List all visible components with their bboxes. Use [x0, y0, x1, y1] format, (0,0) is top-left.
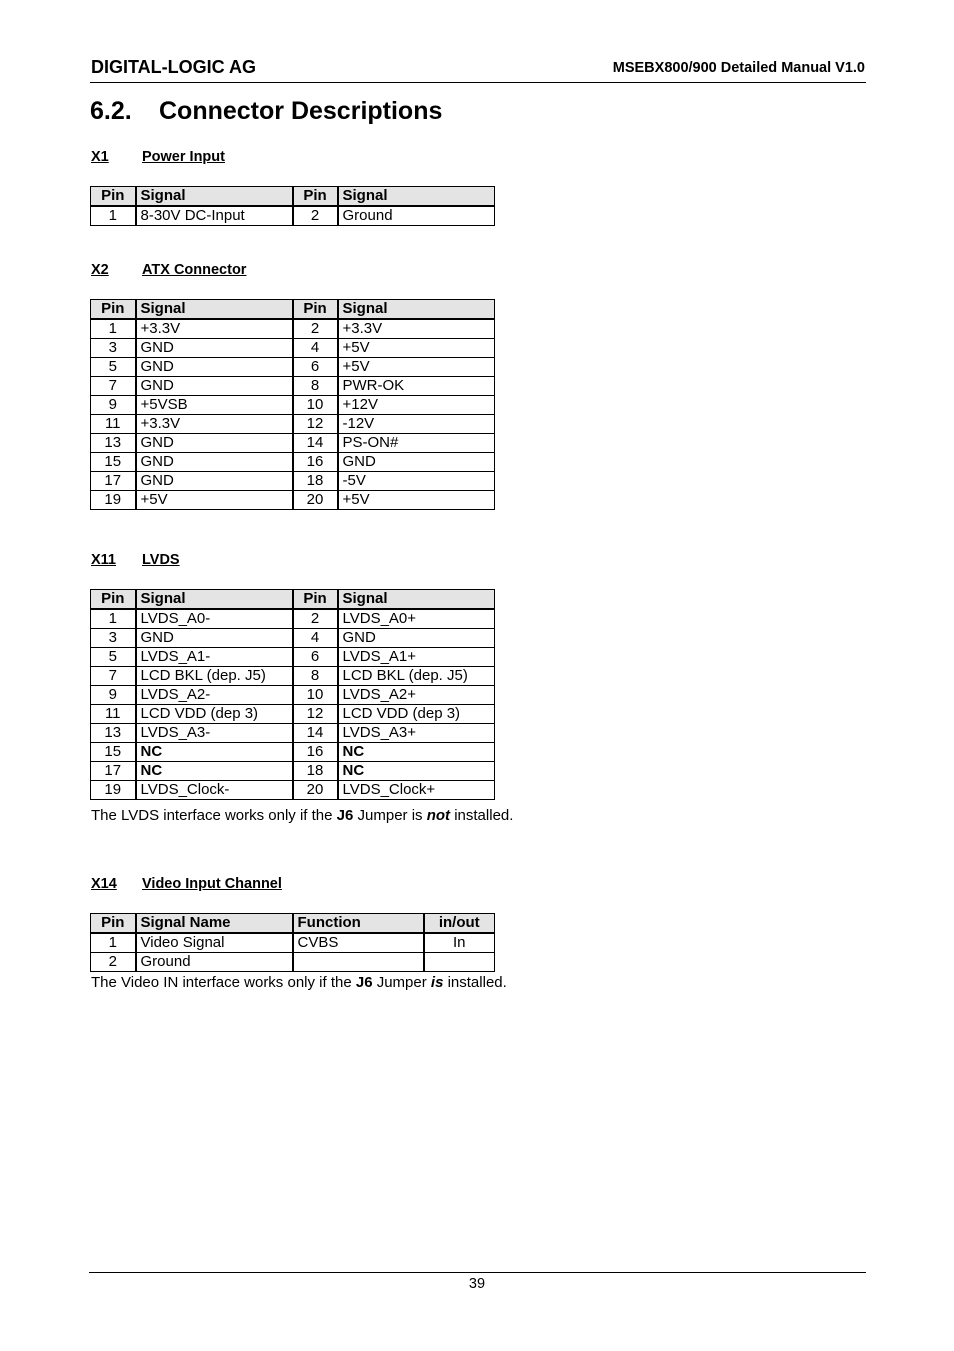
table-cell: LVDS_A2+ — [338, 686, 495, 705]
table-cell: GND — [136, 434, 293, 453]
table-cell: +5VSB — [136, 396, 293, 415]
column-header: Pin — [293, 300, 338, 320]
table-row — [91, 472, 495, 491]
connector-id: X2 — [91, 262, 109, 278]
table-row — [91, 319, 495, 339]
table-cell: LVDS_A1+ — [338, 648, 495, 667]
table-cell: 3 — [91, 339, 136, 358]
pin-table-x14 — [90, 913, 495, 972]
note-text: installed. — [450, 807, 514, 824]
pin-table-x2 — [90, 299, 495, 510]
connector-heading-x11 — [91, 552, 180, 568]
note-text: Jumper is — [353, 807, 427, 824]
table-cell — [293, 953, 424, 972]
column-header: Signal — [338, 187, 495, 207]
lvds-jumper-note — [91, 807, 513, 824]
note-text: The Video IN interface works only if the — [91, 974, 356, 991]
table-cell: GND — [136, 358, 293, 377]
note-emphasis: is — [430, 974, 444, 991]
table-cell: 15 — [91, 453, 136, 472]
table-cell: 2 — [293, 206, 338, 226]
table-cell: 2 — [293, 609, 338, 629]
column-header: Function — [293, 914, 424, 934]
table-row — [91, 648, 495, 667]
table-cell: 1 — [91, 206, 136, 226]
table-cell: 5 — [91, 358, 136, 377]
table-cell: 8 — [293, 667, 338, 686]
table-cell: NC — [338, 762, 495, 781]
table-header-row — [91, 914, 495, 934]
table-cell: 3 — [91, 629, 136, 648]
table-cell: 2 — [91, 953, 136, 972]
table-cell: LCD BKL (dep. J5) — [338, 667, 495, 686]
table-cell: 7 — [91, 377, 136, 396]
column-header: Signal — [136, 300, 293, 320]
table-cell: 6 — [293, 358, 338, 377]
connector-name: LVDS — [142, 552, 180, 568]
table-cell: 12 — [293, 415, 338, 434]
column-header: Pin — [91, 914, 136, 934]
table-cell: LCD VDD (dep 3) — [338, 705, 495, 724]
table-cell: 7 — [91, 667, 136, 686]
table-cell: 4 — [293, 339, 338, 358]
table-cell: NC — [338, 743, 495, 762]
pin-table-x11 — [90, 589, 495, 800]
table-cell: 5 — [91, 648, 136, 667]
table-cell: 19 — [91, 781, 136, 800]
column-header: Pin — [293, 187, 338, 207]
column-header: Signal — [338, 300, 495, 320]
table-cell: Ground — [136, 953, 293, 972]
table-cell: 18 — [293, 472, 338, 491]
table-cell: LVDS_Clock+ — [338, 781, 495, 800]
table-row — [91, 609, 495, 629]
table-cell: LCD BKL (dep. J5) — [136, 667, 293, 686]
table-cell: LVDS_A0+ — [338, 609, 495, 629]
note-text: installed. — [443, 974, 507, 991]
table-row — [91, 705, 495, 724]
table-cell: 15 — [91, 743, 136, 762]
footer-rule — [89, 1272, 866, 1273]
table-cell: NC — [136, 762, 293, 781]
company-name: DIGITAL-LOGIC AG — [91, 57, 256, 77]
table-cell: 11 — [91, 705, 136, 724]
table-cell: 19 — [91, 491, 136, 510]
table-cell: 18 — [293, 762, 338, 781]
table-row — [91, 434, 495, 453]
table-cell: GND — [338, 629, 495, 648]
video-jumper-note — [91, 974, 507, 991]
table-cell: In — [424, 933, 495, 953]
note-jumper: J6 — [355, 974, 373, 991]
section-heading — [90, 97, 442, 126]
table-cell: 14 — [293, 434, 338, 453]
table-header-row — [91, 590, 495, 610]
table-header-row — [91, 300, 495, 320]
table-cell: +3.3V — [338, 319, 495, 339]
table-cell: 13 — [91, 434, 136, 453]
table-cell — [424, 953, 495, 972]
table-cell: 20 — [293, 781, 338, 800]
table-cell: 9 — [91, 686, 136, 705]
table-cell: 2 — [293, 319, 338, 339]
section-number: 6.2. — [90, 97, 132, 125]
column-header: Pin — [91, 590, 136, 610]
table-cell: -5V — [338, 472, 495, 491]
table-cell: GND — [136, 339, 293, 358]
table-row — [91, 667, 495, 686]
page-number: 39 — [468, 1276, 486, 1292]
table-cell: 4 — [293, 629, 338, 648]
column-header: Pin — [91, 187, 136, 207]
table-row — [91, 781, 495, 800]
connector-name: Video Input Channel — [142, 876, 282, 892]
table-cell: GND — [136, 629, 293, 648]
table-cell: PS-ON# — [338, 434, 495, 453]
connector-heading-x2 — [91, 262, 246, 278]
table-cell: 11 — [91, 415, 136, 434]
column-header: Signal — [136, 590, 293, 610]
connector-heading-x1 — [91, 149, 225, 165]
table-cell: GND — [338, 453, 495, 472]
table-cell: 1 — [91, 319, 136, 339]
table-header-row — [91, 187, 495, 207]
note-text: The LVDS interface works only if the — [91, 807, 337, 824]
table-cell: +5V — [338, 339, 495, 358]
table-cell: GND — [136, 472, 293, 491]
table-row — [91, 724, 495, 743]
table-cell: +5V — [136, 491, 293, 510]
table-cell: 17 — [91, 762, 136, 781]
table-cell: LVDS_A3+ — [338, 724, 495, 743]
table-row — [91, 206, 495, 226]
connector-id: X14 — [91, 876, 117, 892]
table-cell: +12V — [338, 396, 495, 415]
pin-table-x1 — [90, 186, 495, 226]
column-header: Signal — [338, 590, 495, 610]
table-cell: 1 — [91, 609, 136, 629]
table-cell: 9 — [91, 396, 136, 415]
table-cell: 1 — [91, 933, 136, 953]
table-cell: 16 — [293, 453, 338, 472]
table-cell: LVDS_Clock- — [136, 781, 293, 800]
table-cell: 8 — [293, 377, 338, 396]
table-cell: +5V — [338, 491, 495, 510]
connector-id: X11 — [91, 552, 116, 568]
table-row — [91, 339, 495, 358]
table-cell: 12 — [293, 705, 338, 724]
page-header — [90, 56, 866, 83]
table-cell: LVDS_A2- — [136, 686, 293, 705]
connector-heading-x14 — [91, 876, 282, 892]
table-row — [91, 377, 495, 396]
table-row — [91, 629, 495, 648]
table-row — [91, 415, 495, 434]
table-cell: CVBS — [293, 933, 424, 953]
table-row — [91, 491, 495, 510]
table-row — [91, 686, 495, 705]
table-cell: 10 — [293, 396, 338, 415]
table-cell: PWR-OK — [338, 377, 495, 396]
table-cell: GND — [136, 377, 293, 396]
table-row — [91, 762, 495, 781]
section-title: Connector Descriptions — [159, 97, 443, 125]
table-cell: +3.3V — [136, 415, 293, 434]
table-cell: -12V — [338, 415, 495, 434]
note-text: Jumper — [372, 974, 431, 991]
table-cell: Ground — [338, 206, 495, 226]
table-row — [91, 453, 495, 472]
table-cell: LVDS_A0- — [136, 609, 293, 629]
table-cell: +5V — [338, 358, 495, 377]
note-emphasis: not — [426, 807, 451, 824]
table-row — [91, 743, 495, 762]
table-cell: 8-30V DC-Input — [136, 206, 293, 226]
column-header: Pin — [91, 300, 136, 320]
table-cell: 14 — [293, 724, 338, 743]
table-row — [91, 933, 495, 953]
table-cell: NC — [136, 743, 293, 762]
table-row — [91, 953, 495, 972]
column-header: Pin — [293, 590, 338, 610]
table-cell: 17 — [91, 472, 136, 491]
column-header: Signal Name — [136, 914, 293, 934]
table-cell: LCD VDD (dep 3) — [136, 705, 293, 724]
table-row — [91, 396, 495, 415]
table-cell: +3.3V — [136, 319, 293, 339]
connector-name: ATX Connector — [142, 262, 247, 278]
connector-id: X1 — [91, 149, 109, 165]
table-cell: LVDS_A1- — [136, 648, 293, 667]
table-cell: GND — [136, 453, 293, 472]
table-row — [91, 358, 495, 377]
table-cell: 13 — [91, 724, 136, 743]
table-cell: LVDS_A3- — [136, 724, 293, 743]
table-cell: 6 — [293, 648, 338, 667]
connector-name: Power Input — [142, 149, 225, 165]
note-jumper: J6 — [336, 807, 354, 824]
column-header: Signal — [136, 187, 293, 207]
manual-title: MSEBX800/900 Detailed Manual V1.0 — [612, 60, 865, 76]
table-cell: 20 — [293, 491, 338, 510]
column-header: in/out — [424, 914, 495, 934]
table-cell: 10 — [293, 686, 338, 705]
table-cell: Video Signal — [136, 933, 293, 953]
table-cell: 16 — [293, 743, 338, 762]
